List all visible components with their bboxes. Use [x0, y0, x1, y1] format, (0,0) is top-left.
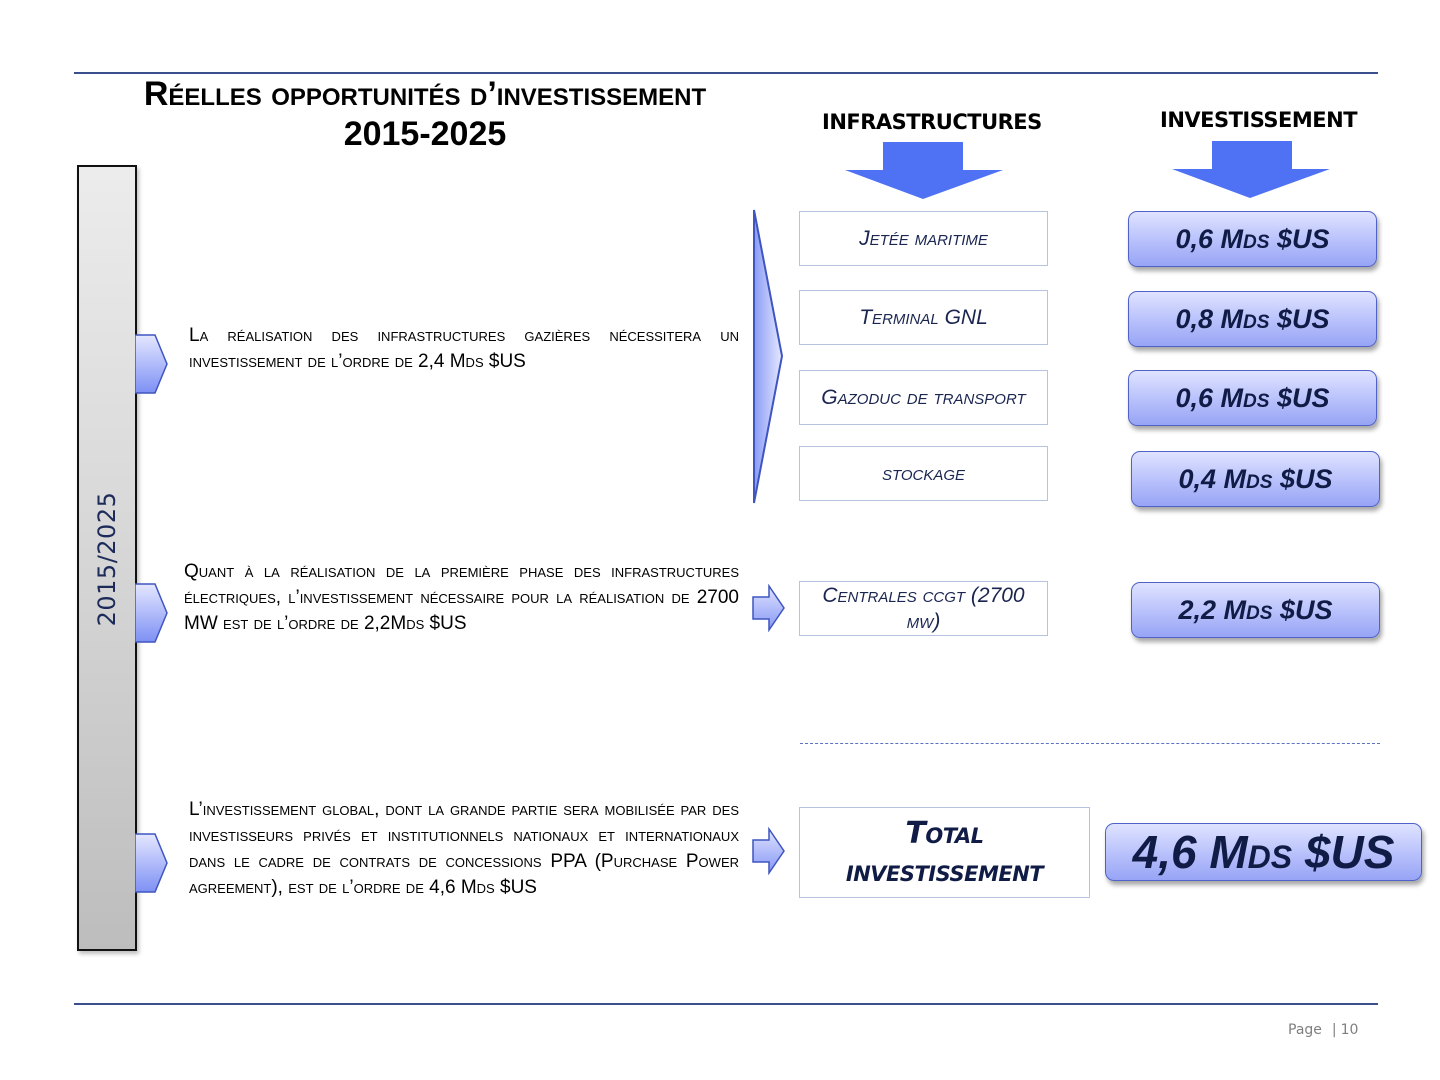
down-arrow-icon — [1172, 141, 1332, 199]
paragraph-gas-infrastructure: La réalisation des infrastructures gazières nécessitera un investissement de l’ordre de 2,4 Mds $US — [189, 325, 739, 372]
down-arrow-icon — [845, 142, 1005, 200]
hexagon-tab-icon — [135, 334, 169, 394]
bottom-rule — [74, 1003, 1378, 1005]
infra-centrales-ccgt: Centrales ccgt (2700 mw) — [799, 581, 1048, 636]
investment-gazoduc-transport: 0,6 Mds $US — [1128, 370, 1377, 426]
total-investment-value: 4,6 Mds $US — [1105, 823, 1422, 881]
total-label-box — [799, 807, 1090, 898]
title-line-1: Réelles opportunités d’investissement — [143, 75, 707, 113]
investment-jetee-maritime: 0,6 Mds $US — [1128, 211, 1377, 267]
infra-terminal-gnl: Terminal GNL — [799, 290, 1048, 345]
infra-gazoduc-transport: Gazoduc de transport — [799, 370, 1048, 425]
investment-centrales-ccgt: 2,2 Mds $US — [1131, 582, 1380, 638]
page-number-footer — [1288, 1022, 1358, 1038]
infra-stockage: stockage — [799, 446, 1048, 501]
hexagon-tab-icon — [135, 583, 169, 643]
page-label: Page — [1288, 1022, 1322, 1038]
total-label-line-2: investissement — [845, 853, 1044, 889]
infra-jetee-maritime: Jetée maritime — [799, 211, 1048, 266]
total-label-line-1: Total — [905, 815, 984, 851]
paragraph-global-investment: L’investissement global, dont la grande partie sera mobilisée par des investisseurs privés et institutionnels nationaux et internationaux dans le cadre de contrats de concessions PPA (Purchase Power agreement), est de l’ordre de 4,6 Mds $US — [189, 799, 739, 898]
column-header-infrastructures: INFRASTRUCTURES — [822, 110, 1042, 134]
timeline-label: 2015/2025 — [93, 491, 121, 627]
investment-stockage: 0,4 Mds $US — [1131, 451, 1380, 507]
bracket-chevron-icon — [750, 208, 786, 506]
column-header-investissement: INVESTISSEMENT — [1160, 108, 1358, 132]
page-separator: | — [1331, 1022, 1337, 1038]
paragraph-electric-infrastructure: Quant à la réalisation de la première phase des infrastructures électriques, l’investissement nécessaire pour la réalisation de 2700 MW est de l’ordre de 2,2Mds $US — [184, 561, 739, 634]
right-arrow-icon — [752, 584, 786, 632]
page-number: 10 — [1340, 1022, 1359, 1038]
title-line-2: 2015-2025 — [343, 115, 507, 153]
investment-terminal-gnl: 0,8 Mds $US — [1128, 291, 1377, 347]
right-arrow-icon — [752, 827, 786, 875]
timeline-bar — [77, 165, 137, 951]
page-title — [80, 74, 770, 154]
hexagon-tab-icon — [135, 833, 169, 893]
dashed-separator — [800, 743, 1380, 744]
